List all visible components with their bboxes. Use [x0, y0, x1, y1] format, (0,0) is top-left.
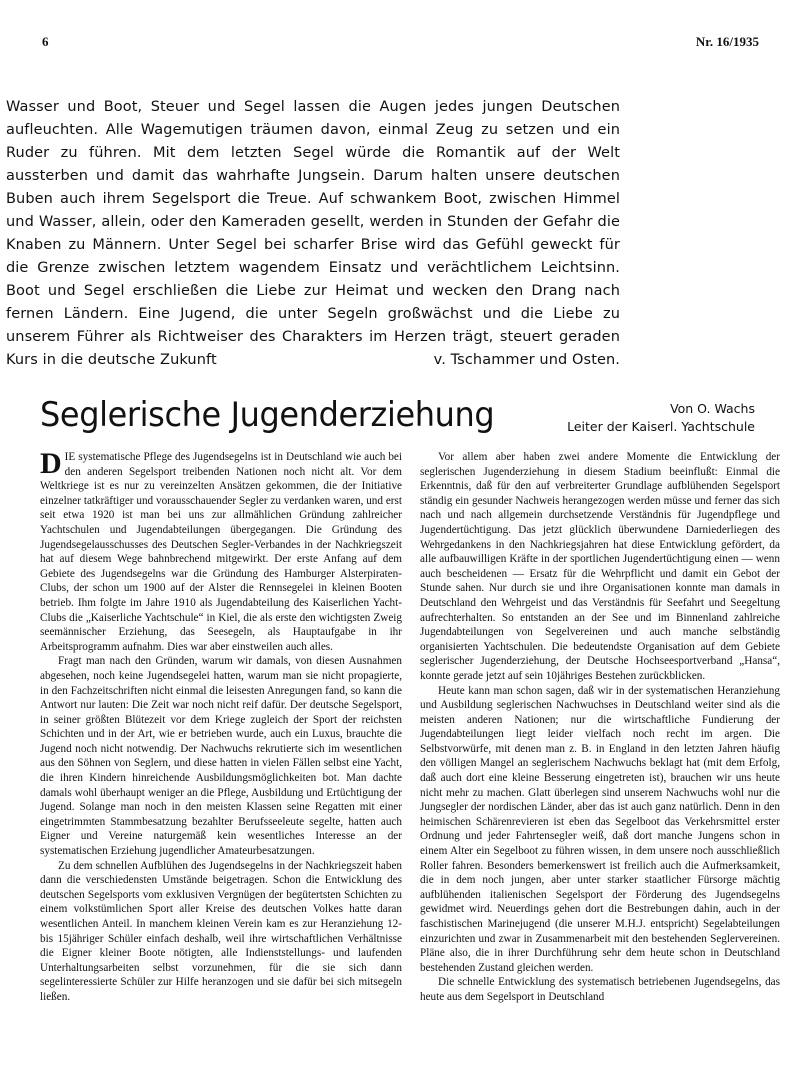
intro-text: Wasser und Boot, Steuer und Segel lassen die Augen jedes jungen Deutschen aufleuchten. Alle Wagemutigen träumen davon, einmal Zeug zu setzen und ein Ruder zu führen. Mit dem letzten Segel würde die Romantik auf der Welt aussterben und damit das wahrhafte Jungsein. Darum halten unsere deutschen Buben auch ihrem Segelsport die Treue. Auf schwankem Boot, zwischen Himmel und Wasser, allein, oder den Kameraden gesellt, werden in Stunden der Gefahr die Knaben zu Männern. Unter Segel bei scharfer Brise wird das Gefühl geweckt für die Grenze zwischen letztem wagendem Einsatz und verächtlichem Leichtsinn. Boot und Segel erschließen die Liebe zur Heimat und wecken den Drang nach fernen Ländern. Eine Jugend, die unter Segeln großwächst und die Liebe zu unserem Führer als Richtweiser des Charakters im Herzen trägt, steuert geraden Kurs in die deutsche Zukunft [6, 99, 620, 368]
issue-number: Nr. 16/1935 [695, 34, 759, 49]
right-column [420, 450, 780, 1005]
paragraph: Fragt man nach den Gründen, warum wir damals, von diesen Ausnahmen abgesehen, noch keine Jugendsegelei hatten, warum man sie nicht propagierte, in den Fachzeitschriften nicht einmal die leisesten Anregungen fand, so kann die Antwort nur lauten: Die Zeit war noch nicht reif dafür. Der deutsche Segelsport, in seiner größten Blütezeit vor dem Kriege zugleich der Sport der reichsten Schichten und in der Art, wie er betrieben wurde, auch ein Luxus, brauchte die Jugend noch nicht notwendig. Der Nachwuchs rekrutierte sich im wesentlichen aus den Söhnen von Seglern, und diese hatten in vielen Fällen selbst eine Yacht, die ihren Kindern hinreichende Ausbildungsmöglichkeiten bot. Man dachte damals wohl überhaupt weniger an die Pflege, Ausbildung und Ertüchtigung der Jugend. Solange man noch in den meisten Klassen seine Regatten mit einer eingetrimmten Stammbesatzung bezahlter Berufsseeleute segelte, hatten auch Eigner und Vereine naturgemäß kein wesentliches Interesse an der systematischen Erziehung jugendlicher Amateurbesatzungen. [40, 655, 402, 858]
intro-quote [6, 96, 620, 372]
paragraph: Zu dem schnellen Aufblühen des Jugendsegelns in der Nachkriegszeit haben dann die verschiedensten Umstände beigetragen. Schon die Entwicklung des deutschen Segelsports vom exklusiven Vergnügen der begütertsten Schichten zu einem volkstümlichen Sport aller Kreise des deutschen Volkes hatte daran wesentlichen Anteil. In manchem kleinen Verein kam es zur Heranziehung 12- bis 15jähriger Schüler einfach deshalb, weil ihre wirtschaftlichen Verhältnisse die Eigner kleiner Boote nötigten, alle Indienststellungs- und laufenden Unterhaltungsarbeiten selbst vorzunehmen, für die sie sich dann segelinteressierte Schüler zur Hilfe heranzogen und sie dafür bei sich mitsegeln ließen. [40, 859, 402, 1003]
drop-cap: D [40, 447, 62, 480]
author-block [567, 400, 755, 436]
author-role: Leiter der Kaiserl. Yachtschule [567, 419, 755, 434]
paragraph: Heute kann man schon sagen, daß wir in der systematischen Heranziehung und Ausbildung seglerischen Nachwuchses in Deutschland weiter sind als die meisten anderen Nationen; nur die wirtschaftliche Fundierung der Jugendabteilungen liegt leider vielfach noch recht im argen. Die Selbstvorwürfe, mit denen man z. B. in England in den letzten Jahren häufig den völligen Mangel an seglerischem Nachwuchs beklagt hat (mit dem Erfolg, daß auch dort eine kleine Besserung eingetreten ist), brauchen wir uns heute nicht mehr zu machen. Glatt überlegen sind unserem Nachwuchs wohl nur die Jungsegler der nordischen Länder, aber das ist auch ganz natürlich. Denn in den heimischen Schärenrevieren ist eben das Segelboot das Verkehrsmittel erster Ordnung und jeder Fahrtensegler weiß, daß dort manche Jungens schon in einem Alter ein Segelboot zu führen wissen, in dem unsere noch ausschließlich Roller fahren. Besonders bemerkenswert ist freilich auch die Aufmerksamkeit, die in dem noch jungen, aber unter starker staatlicher Fürsorge mächtig aufblühenden italienischen Segelsport der Förderung des Jugendsegelns gewidmet wird. Neuerdings gehen dort die Bestrebungen dahin, auch in der faschistischen Marinejugend (die unserer M.H.J. entspricht) Segelabteilungen einzurichten und zwar in Zusammenarbeit mit den bestehenden Seglervereinen. Pläne also, die in ihrer Durchführung sehr dem heute schon in Deutschland bestehenden Zustand gleichen werden. [420, 684, 780, 974]
paragraph: Vor allem aber haben zwei andere Momente die Entwicklung der seglerischen Jugenderziehung in diesem Stadium beeinflußt: Einmal die Erkenntnis, daß für den auf verbreiterter Grundlage aufblühenden Segelsport ständig ein gesunder Nachweis herangezogen werden müsse und ferner das sich nach und nach allgemein durchsetzende Verständnis für Jugendpflege und Jugendertüchtigung. Das jetzt glücklich überwundene Darniederliegen des Wehrgedankens in den Nachkriegsjahren hat diese Entwicklung gefördert, da alle aufbauwilligen Kräfte in der sportlichen Jugendertüchtigung einen — wenn auch bescheidenen — Ersatz für die Wehrpflicht und damit ein Gebot der Stunde sahen. Nur durch sie und ihre Organisationen konnte man damals in Deutschland den Wehrgeist und das Verständnis für Seefahrt und Seegeltung aufrechterhalten. So entstanden an der See und im Binnenland zahlreiche Jugendabteilungen von Segelvereinen und auch manche selbständig organisierten Yachtschulen. Die bedeutendste Organisation auf dem Gebiete seglerischer Jugenderziehung, der Deutsche Hochseesportverband „Hansa“, konnte gerade jetzt auf sein 10jähriges Bestehen zurückblicken. [420, 451, 780, 682]
paragraph [40, 447, 402, 654]
paragraph: Die schnelle Entwicklung des systematisch betriebenen Jugendsegelns, das heute aus dem Segelsport in Deutschland [420, 976, 780, 1003]
intro-signature: v. Tschammer und Osten. [433, 352, 620, 368]
author-name: Von O. Wachs [670, 401, 755, 416]
left-column [40, 447, 402, 1005]
article-title: Seglerische Jugenderziehung [40, 395, 495, 435]
paragraph-text: IE systematische Pflege des Jugendsegelns ist in Deutschland wie auch bei den anderen Segelsport treibenden Nationen noch nicht alt. Vor dem Weltkriege ist es nur zu vereinzelten Ansätzen gekommen, die der Initiative einzelner tatkräftiger und vorausschauender Segler zu verdanken waren, und erst seit etwa 1920 ist man bei uns zur allmählichen Gründung zahlreicher Yachtschulen und Jugendabteilungen übergegangen. Die Gründung des Jugendsegelausschusses des Deutschen Segler-Verbandes in der Nachkriegszeit hat auf diesem Wege bahnbrechend mitgewirkt. Der erste Anfang auf dem Gebiete des Jugendsegelns war die Gründung des Hamburger Alsterpiraten-Clubs, der schon um 1900 auf der Alster die Rennsegelei in kleinen Booten betrieb. Ihm folgte im Jahre 1910 als Jugendabteilung des Kaiserlichen Yacht-Clubs die „Kaiserliche Yachtschule“ in Kiel, die als erste den wichtigsten Zweig seemännischer Erziehung, das Seesegeln, als Hauptaufgabe in ihr Arbeitsprogramm aufnahm. Dies war aber einstweilen auch alles. [40, 451, 402, 653]
page-number: 6 [42, 34, 49, 49]
